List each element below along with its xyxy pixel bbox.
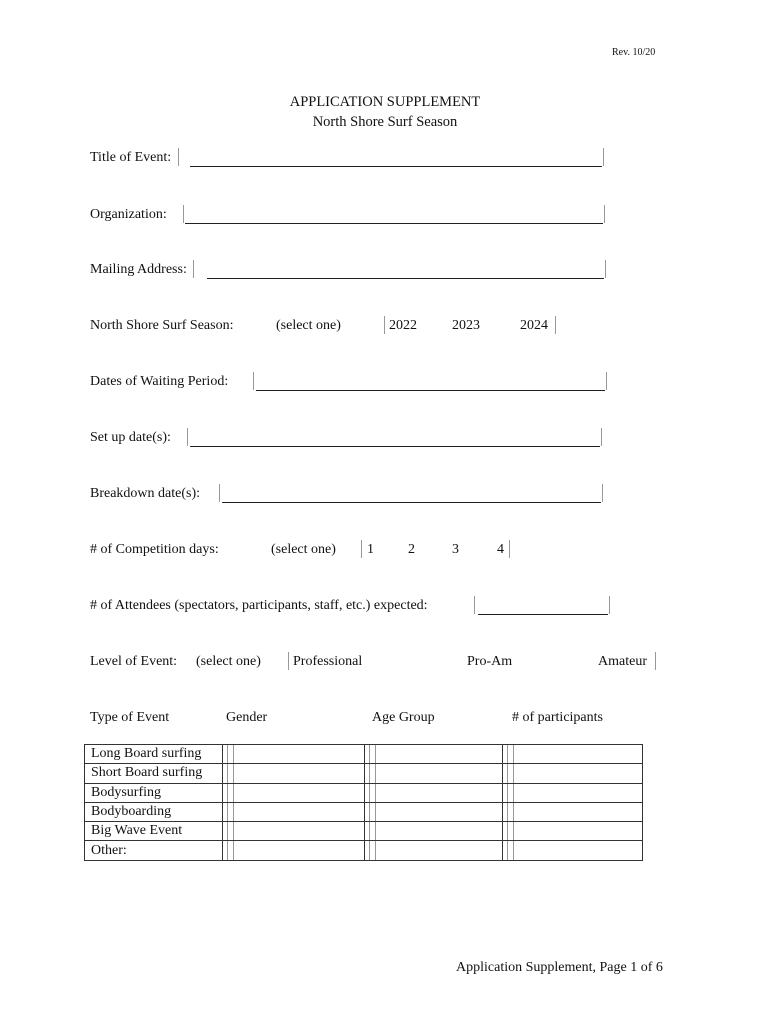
field-marker bbox=[604, 205, 605, 223]
field-marker bbox=[183, 205, 184, 223]
competition-days-option-4[interactable]: 4 bbox=[497, 542, 504, 557]
field-marker bbox=[602, 484, 603, 502]
setup-dates-label: Set up date(s): bbox=[90, 430, 171, 445]
season-label: North Shore Surf Season: bbox=[90, 318, 234, 333]
participants-cell[interactable] bbox=[503, 745, 643, 764]
gender-cell[interactable] bbox=[223, 802, 365, 821]
waiting-period-input[interactable] bbox=[256, 374, 605, 391]
field-marker bbox=[219, 484, 220, 502]
table-row bbox=[85, 783, 643, 802]
table-row bbox=[85, 841, 643, 860]
attendees-label: # of Attendees (spectators, participants, staff, etc.) expected: bbox=[90, 598, 428, 613]
age-group-cell[interactable] bbox=[365, 802, 503, 821]
header-age-group: Age Group bbox=[372, 710, 435, 725]
mailing-address-input[interactable] bbox=[207, 262, 604, 279]
events-table bbox=[84, 744, 643, 861]
waiting-period-label: Dates of Waiting Period: bbox=[90, 374, 229, 389]
season-option-2023[interactable]: 2023 bbox=[452, 318, 480, 333]
breakdown-dates-label: Breakdown date(s): bbox=[90, 486, 201, 501]
field-marker bbox=[609, 596, 610, 614]
select-marker bbox=[509, 540, 510, 558]
table-row bbox=[85, 802, 643, 821]
select-marker bbox=[555, 316, 556, 334]
field-marker bbox=[178, 148, 179, 166]
field-marker bbox=[187, 428, 188, 446]
age-group-cell[interactable] bbox=[365, 764, 503, 783]
competition-days-label: # of Competition days: bbox=[90, 542, 219, 557]
level-hint: (select one) bbox=[196, 654, 261, 669]
document-title: APPLICATION SUPPLEMENT bbox=[289, 94, 481, 110]
age-group-cell[interactable] bbox=[365, 822, 503, 841]
select-marker bbox=[288, 652, 289, 670]
participants-cell[interactable] bbox=[503, 802, 643, 821]
setup-dates-input[interactable] bbox=[190, 430, 600, 447]
field-marker bbox=[193, 260, 194, 278]
table-row bbox=[85, 764, 643, 783]
gender-cell[interactable] bbox=[223, 764, 365, 783]
participants-cell[interactable] bbox=[503, 764, 643, 783]
organization-input[interactable] bbox=[185, 207, 603, 224]
competition-days-option-1[interactable]: 1 bbox=[367, 542, 374, 557]
gender-cell[interactable] bbox=[223, 783, 365, 802]
header-gender: Gender bbox=[226, 710, 268, 725]
header-type-of-event: Type of Event bbox=[90, 710, 170, 725]
table-row bbox=[85, 822, 643, 841]
title-of-event-input[interactable] bbox=[190, 150, 602, 167]
participants-cell[interactable] bbox=[503, 841, 643, 860]
table-row bbox=[85, 745, 643, 764]
organization-label: Organization: bbox=[90, 207, 167, 222]
mailing-address-label: Mailing Address: bbox=[90, 262, 187, 277]
competition-days-option-2[interactable]: 2 bbox=[408, 542, 415, 557]
age-group-cell[interactable] bbox=[365, 745, 503, 764]
participants-cell[interactable] bbox=[503, 822, 643, 841]
season-option-2024[interactable]: 2024 bbox=[520, 318, 548, 333]
competition-days-hint: (select one) bbox=[271, 542, 336, 557]
field-marker bbox=[606, 372, 607, 390]
select-marker bbox=[361, 540, 362, 558]
gender-cell[interactable] bbox=[223, 841, 365, 860]
attendees-input[interactable] bbox=[478, 598, 608, 615]
select-marker bbox=[655, 652, 656, 670]
field-marker bbox=[601, 428, 602, 446]
event-type-cell: Short Board surfing bbox=[85, 764, 223, 783]
level-option-amateur[interactable]: Amateur bbox=[598, 654, 647, 669]
participants-cell[interactable] bbox=[503, 783, 643, 802]
gender-cell[interactable] bbox=[223, 822, 365, 841]
revision-label: Rev. 10/20 bbox=[612, 47, 656, 58]
event-type-cell: Other: bbox=[85, 841, 223, 860]
season-option-2022[interactable]: 2022 bbox=[389, 318, 417, 333]
document-subtitle: North Shore Surf Season bbox=[312, 114, 458, 130]
breakdown-dates-input[interactable] bbox=[222, 486, 601, 503]
event-type-cell: Bodysurfing bbox=[85, 783, 223, 802]
page-footer: Application Supplement, Page 1 of 6 bbox=[456, 960, 663, 975]
level-option-pro-am[interactable]: Pro-Am bbox=[467, 654, 513, 669]
field-marker bbox=[603, 148, 604, 166]
gender-cell[interactable] bbox=[223, 745, 365, 764]
event-type-cell: Big Wave Event bbox=[85, 822, 223, 841]
field-marker bbox=[474, 596, 475, 614]
field-marker bbox=[605, 260, 606, 278]
field-marker bbox=[253, 372, 254, 390]
age-group-cell[interactable] bbox=[365, 841, 503, 860]
event-type-cell: Bodyboarding bbox=[85, 802, 223, 821]
level-label: Level of Event: bbox=[90, 654, 178, 669]
title-of-event-label: Title of Event: bbox=[90, 150, 172, 165]
age-group-cell[interactable] bbox=[365, 783, 503, 802]
season-hint: (select one) bbox=[276, 318, 341, 333]
competition-days-option-3[interactable]: 3 bbox=[452, 542, 459, 557]
event-type-cell: Long Board surfing bbox=[85, 745, 223, 764]
level-option-professional[interactable]: Professional bbox=[293, 654, 363, 669]
select-marker bbox=[384, 316, 385, 334]
header-participants: # of participants bbox=[512, 710, 603, 725]
